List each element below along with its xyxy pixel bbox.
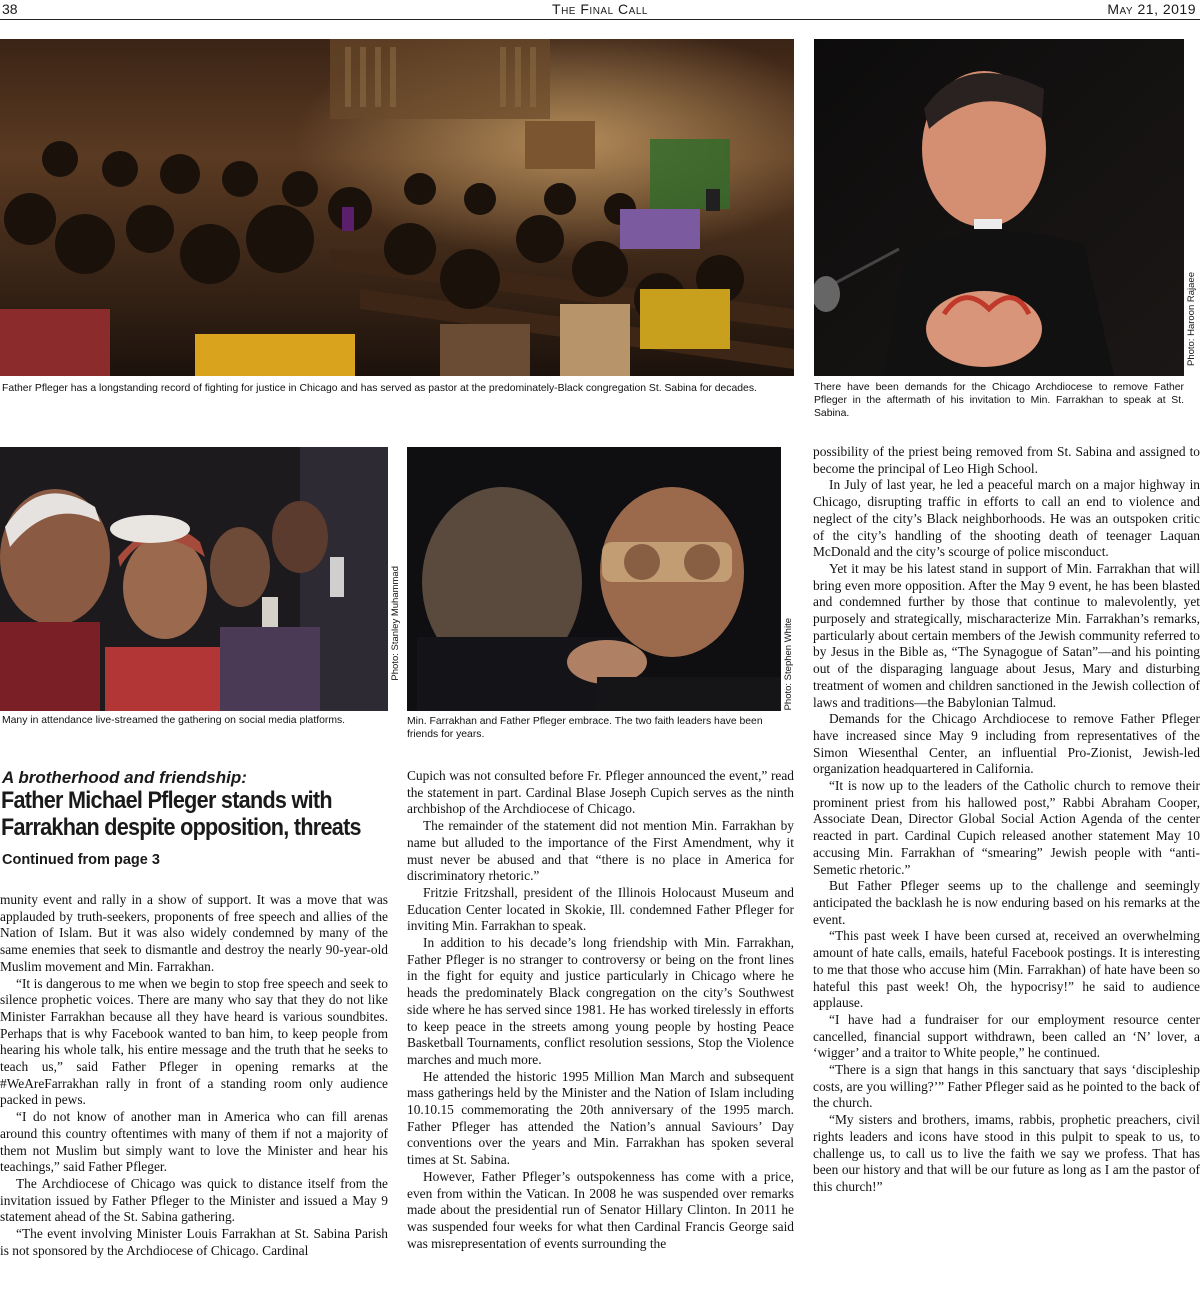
paragraph: “My sisters and brothers, imams, rabbis, prophetic preachers, civil rights leaders and icons have stood in this pulpit to speak to us, to challenge us, to call us to live the faith we say we profess. That has been our history and that will be our future as long as I am the pastor of this church!” [813, 1112, 1200, 1194]
paragraph: “It is now up to the leaders of the Catholic church to remove their prominent priest from his hallowed post,” Rabbi Abraham Cooper, Associate Dean, Director Global Social Action Agenda of the center reacted in part. Cardinal Cupich released another statement May 10 accusing Min. Farrakhan of “smearing” Jewish people with “anti-Semetic rhetoric.” [813, 778, 1200, 877]
embrace-photo-credit: Photo: Stephen White [783, 618, 794, 711]
paragraph: Yet it may be his latest stand in support of Min. Farrakhan that will bring even more opposition. After the May 9 event, he has been blasted and condemned further by those that continue to malevolently, yet purposely and strategically, mischaracterize Min. Farrakhan’s remarks, particularly about certain members of the Jewish community referred to by Jesus in the Bible as, “The Synagogue of Satan”—and his pointing out of the disparaging language about Jesus, Mary and disturbing treatment of women and children sanctioned in the Jewish collection of laws and traditions—the Babylonian Talmud. [813, 560, 1200, 710]
audience-photo-credit: Photo: Stanley Muhammad [390, 566, 401, 681]
paragraph: The Archdiocese of Chicago was quick to distance itself from the invitation issued by Father Pfleger to the Minister and issued a May 9 statement ahead of the St. Sabina gathering. [0, 1175, 388, 1225]
paragraph: munity event and rally in a show of support. It was a move that was applauded by truth-seekers, proponents of free speech and allies of the Nation of Islam. But it was also widely condemned by many of the same enemies that seek to dismantle and destroy the nearly 90-year-old Muslim movement and Min. Farrakhan. [0, 892, 388, 974]
article-column-1 [0, 892, 388, 1259]
paragraph: In July of last year, he led a peaceful march on a major highway in Chicago, disrupting traffic in efforts to call an end to violence and neglect of the city’s Black neighborhoods. He was an outspoken critic of the city’s handling of the shooting death of teenager Laquan McDonald and the city’s scourge of police misconduct. [813, 477, 1200, 560]
audience-phones-photo [0, 447, 388, 711]
paragraph: Cupich was not consulted before Fr. Pfleger announced the event,” read the statement in part. Cardinal Blase Joseph Cupich serves as the ninth archbishop of the Archdiocese of Chicago. [407, 768, 794, 817]
paragraph: He attended the historic 1995 Million Man March and subsequent mass gatherings held by the Minister and the Nation of Islam including 10.10.15 commemorating the 20th anniversary of the 1995 march. Father Pfleger has attended the Nation’s annual Saviours’ Day conventions over the years and Min. Farrakhan has spoken several times at St. Sabina. [407, 1068, 794, 1168]
pfleger-photo-credit: Photo: Haroon Rajaee [1186, 272, 1197, 367]
paragraph: “The event involving Minister Louis Farrakhan at St. Sabina Parish is not sponsored by the Archdiocese of Chicago. Cardinal [0, 1226, 388, 1258]
article-column-2 [407, 768, 794, 1252]
pfleger-portrait-photo [814, 39, 1184, 376]
paragraph: “This past week I have been cursed at, received an overwhelming amount of hate calls, emails, hateful Facebook postings. It is interesting to me that those who accuse him (Min. Farrakhan) of hate have been so hateful this past week! Oh, the hypocrisy!” he said to audience applause. [813, 928, 1200, 1011]
paragraph: “I have had a fundraiser for our employment resource center cancelled, financial support withdrawn, been called an ‘N’ lover, a ‘wigger’ and a traitor to White people,” he continued. [813, 1011, 1200, 1061]
embrace-caption: Min. Farrakhan and Father Pfleger embrace. The two faith leaders have been friends for years. [407, 716, 763, 740]
paragraph: The remainder of the statement did not mention Min. Farrakhan by name but alluded to the importance of the First Amendment, why it must never be abused and that “there is no place in America for discriminatory rhetoric.” [407, 818, 794, 884]
church-crowd-caption: Father Pfleger has a longstanding record of fighting for justice in Chicago and has served as pastor at the predominately-Black congregation St. Sabina for decades. [2, 383, 757, 394]
pfleger-portrait-caption: There have been demands for the Chicago Archdiocese to remove Father Pfleger in the aftermath of his invitation to Min. Farrakhan to speak at St. Sabina. [814, 382, 1184, 419]
paragraph: Demands for the Chicago Archdiocese to remove Father Pfleger have increased since May 9 including from representatives of the Simon Wiesenthal Center, an influential Pro-Zionist, Jewish-led organization headquartered in California. [813, 711, 1200, 777]
paragraph: In addition to his decade’s long friendship with Min. Farrakhan, Father Pfleger is no stranger to controversy or being on the front lines in the fight for equity and justice particularly in Chicago where he heads the predominately Black congregation on the city’s Southwest side where he has served since 1981. He has worked tirelessly in efforts to keep peace in the streets among young people by hosting Peace Basketball Tournaments, conflict resolution sessions, Stop the Violence marches and much more. [407, 935, 794, 1067]
paragraph: However, Father Pfleger’s outspokenness has come with a price, even from within the Vatican. In 2008 he was suspended over remarks made about the presidential run of Senator Hillary Clinton. In 2011 he was suspended four weeks for what then Cardinal Francis George said was misrepresentation of events surrounding the [407, 1168, 794, 1251]
church-crowd-photo [0, 39, 794, 376]
issue-date: May 21, 2019 [1107, 1, 1196, 17]
page-header [0, 0, 1200, 20]
article-headline: Father Michael Pfleger stands with Farrakhan despite opposition, threats [1, 787, 361, 841]
embrace-photo [407, 447, 781, 711]
masthead: The Final Call [552, 1, 648, 17]
paragraph: possibility of the priest being removed from St. Sabina and assigned to become the principal of Leo High School. [813, 444, 1200, 476]
article-kicker: A brotherhood and friendship: [2, 768, 247, 787]
paragraph: But Father Pfleger seems up to the challenge and seemingly anticipated the backlash he is now enduring based on his remarks at the event. [813, 878, 1200, 927]
paragraph: “There is a sign that hangs in this sanctuary that says ‘discipleship costs, are you willing?’” Father Pfleger said as he pointed to the back of the church. [813, 1062, 1200, 1111]
paragraph: “It is dangerous to me when we begin to stop free speech and seek to silence prophetic voices. There are many who say that they do not like Minister Farrakhan because all they have heard is various soundbites. Perhaps that is why Facebook wanted to ban him, to keep people from hearing his whole talk, his entire message and the truth that he seeks to teach us,” said Father Pfleger in opening remarks at the #WeAreFarrakhan rally in front of a standing room only audience packed in pews. [0, 975, 388, 1108]
continued-line: Continued from page 3 [2, 852, 160, 868]
paragraph: “I do not know of another man in America who can fill arenas around this country oftentimes with many of them if not a majority of them not Muslim but simply want to love the Minister and hear his teachings,” said Father Pfleger. [0, 1109, 388, 1175]
article-column-3 [813, 444, 1200, 1196]
audience-phones-caption: Many in attendance live-streamed the gathering on social media platforms. [2, 715, 346, 726]
paragraph: Fritzie Fritzshall, president of the Illinois Holocaust Museum and Education Center located in Skokie, Ill. condemned Father Pfleger for inviting Min. Farrakhan to speak. [407, 884, 794, 934]
page-number: 38 [2, 1, 18, 17]
